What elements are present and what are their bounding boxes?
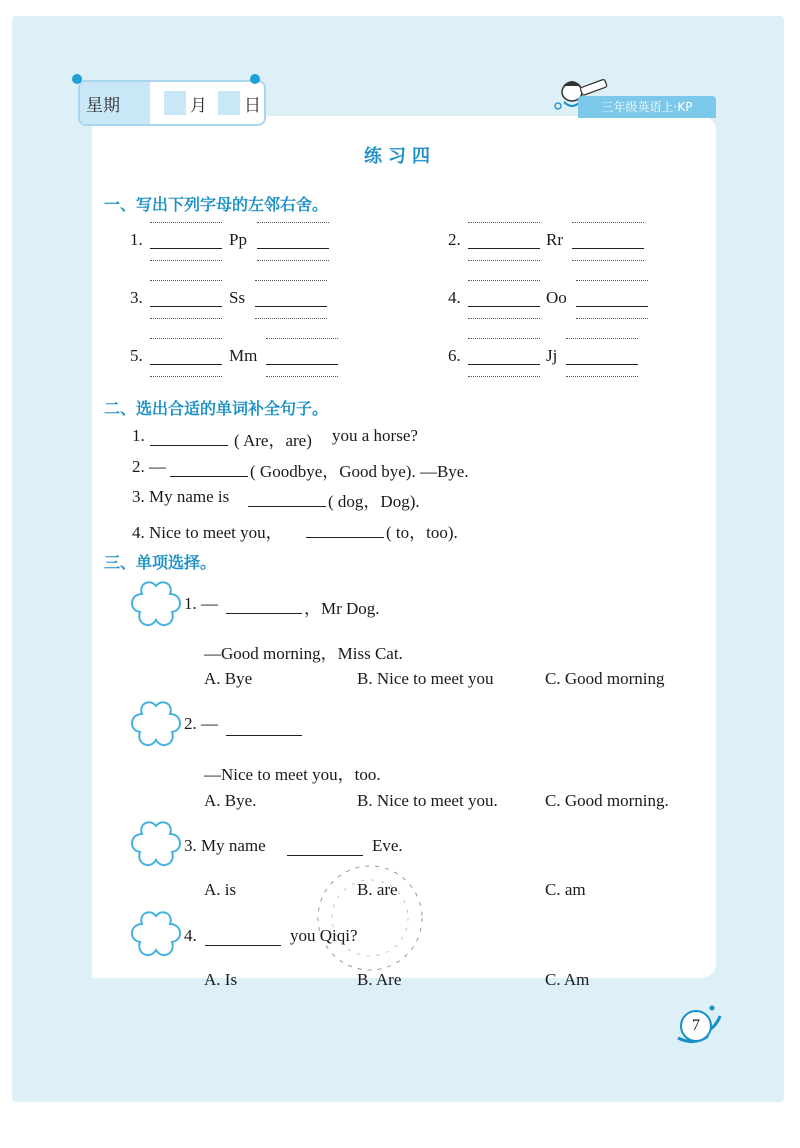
s2-prefix: 3. My name is xyxy=(132,487,230,506)
s1-item-num: 6. xyxy=(448,346,461,365)
option-b[interactable]: B. are xyxy=(357,880,398,899)
answer-blank[interactable] xyxy=(150,445,228,446)
s2-options: ( to，too). xyxy=(386,523,458,542)
section3-heading: 三、单项选择。 xyxy=(104,553,217,572)
s2-after: you a horse? xyxy=(332,426,418,445)
guide-line xyxy=(150,376,222,377)
guide-line xyxy=(468,318,540,319)
s1-item-num: 4. xyxy=(448,288,461,307)
option-a[interactable]: A. Bye xyxy=(204,669,253,688)
option-c[interactable]: C. am xyxy=(545,880,586,899)
guide-line xyxy=(257,222,329,223)
page-title: 练习四 xyxy=(364,146,436,167)
s1-letter: Rr xyxy=(546,230,563,249)
answer-blank[interactable] xyxy=(170,476,248,477)
guide-line xyxy=(572,260,644,261)
flower-icon xyxy=(130,820,182,870)
guide-line xyxy=(150,260,222,261)
guide-line xyxy=(572,222,644,223)
date-tab xyxy=(78,80,266,126)
pin-icon xyxy=(250,74,260,84)
s3-question: 2. — xyxy=(184,714,218,733)
guide-line xyxy=(150,222,222,223)
book-label: 三年级英语上·KP xyxy=(578,96,716,118)
watermark-seal-icon xyxy=(300,858,440,978)
option-b[interactable]: B. Are xyxy=(357,970,402,989)
answer-blank[interactable] xyxy=(226,613,302,614)
s2-prefix: 1. xyxy=(132,426,145,445)
guide-line xyxy=(576,318,648,319)
answer-blank[interactable] xyxy=(150,248,222,249)
answer-blank[interactable] xyxy=(255,306,327,307)
flower-icon xyxy=(130,910,182,960)
option-c[interactable]: C. Good morning xyxy=(545,669,665,688)
s3-question: 3. My name xyxy=(184,836,266,855)
s3-reply: —Good morning，Miss Cat. xyxy=(204,644,403,663)
day-label: 日 xyxy=(244,96,261,116)
guide-line xyxy=(266,376,338,377)
s1-letter: Oo xyxy=(546,288,567,307)
guide-line xyxy=(468,376,540,377)
answer-blank[interactable] xyxy=(226,735,302,736)
s3-reply: —Nice to meet you，too. xyxy=(204,765,381,784)
answer-blank[interactable] xyxy=(257,248,329,249)
guide-line xyxy=(468,222,540,223)
s1-letter: Jj xyxy=(546,346,558,365)
s3-question-after: you Qiqi? xyxy=(290,926,358,945)
answer-blank[interactable] xyxy=(266,364,338,365)
s1-letter: Pp xyxy=(229,230,247,249)
guide-line xyxy=(266,338,338,339)
guide-line xyxy=(257,260,329,261)
answer-blank[interactable] xyxy=(205,945,281,946)
guide-line xyxy=(468,338,540,339)
s2-options: ( Are，are) xyxy=(234,431,312,450)
page-number: 7 xyxy=(680,1010,712,1042)
s1-item-num: 3. xyxy=(130,288,143,307)
guide-line xyxy=(255,280,327,281)
weekday-label: 星期 xyxy=(86,96,120,116)
guide-line xyxy=(468,260,540,261)
answer-blank[interactable] xyxy=(572,248,644,249)
guide-line xyxy=(468,280,540,281)
s3-question: 4. xyxy=(184,926,197,945)
option-c[interactable]: C. Am xyxy=(545,970,590,989)
guide-line xyxy=(566,338,638,339)
section2-heading: 二、选出合适的单词补全句子。 xyxy=(104,399,329,418)
guide-line xyxy=(150,318,222,319)
answer-blank[interactable] xyxy=(576,306,648,307)
guide-line xyxy=(566,376,638,377)
flower-icon xyxy=(130,580,182,630)
s2-prefix: 4. Nice to meet you， xyxy=(132,523,283,542)
guide-line xyxy=(576,280,648,281)
flower-icon xyxy=(130,700,182,750)
s1-item-num: 1. xyxy=(130,230,143,249)
option-c[interactable]: C. Good morning. xyxy=(545,791,669,810)
answer-blank[interactable] xyxy=(306,537,384,538)
weekday-box[interactable] xyxy=(124,91,146,115)
option-a[interactable]: A. Bye. xyxy=(204,791,257,810)
pin-icon xyxy=(72,74,82,84)
guide-line xyxy=(150,338,222,339)
s2-options: ( dog，Dog). xyxy=(328,492,420,511)
day-box[interactable] xyxy=(218,91,240,115)
month-box[interactable] xyxy=(164,91,186,115)
section1-heading: 一、写出下列字母的左邻右舍。 xyxy=(104,195,329,214)
option-b[interactable]: B. Nice to meet you xyxy=(357,669,494,688)
answer-blank[interactable] xyxy=(248,506,326,507)
s1-letter: Mm xyxy=(229,346,258,365)
option-a[interactable]: A. is xyxy=(204,880,237,899)
answer-blank[interactable] xyxy=(287,855,363,856)
s1-item-num: 2. xyxy=(448,230,461,249)
s1-item-num: 5. xyxy=(130,346,143,365)
s2-prefix: 2. — xyxy=(132,457,166,476)
month-label: 月 xyxy=(190,96,207,116)
guide-line xyxy=(150,280,222,281)
answer-blank[interactable] xyxy=(150,364,222,365)
s1-letter: Ss xyxy=(229,288,246,307)
option-b[interactable]: B. Nice to meet you. xyxy=(357,791,498,810)
s3-question: 1. — xyxy=(184,594,218,613)
option-a[interactable]: A. Is xyxy=(204,970,238,989)
answer-blank[interactable] xyxy=(468,248,540,249)
answer-blank[interactable] xyxy=(468,306,540,307)
guide-line xyxy=(255,318,327,319)
answer-blank[interactable] xyxy=(566,364,638,365)
s2-options: ( Goodbye，Good bye). —Bye. xyxy=(250,462,469,481)
answer-blank[interactable] xyxy=(150,306,222,307)
s3-question-after: ，Mr Dog. xyxy=(304,599,380,618)
answer-blank[interactable] xyxy=(468,364,540,365)
s3-question-after: Eve. xyxy=(372,836,403,855)
